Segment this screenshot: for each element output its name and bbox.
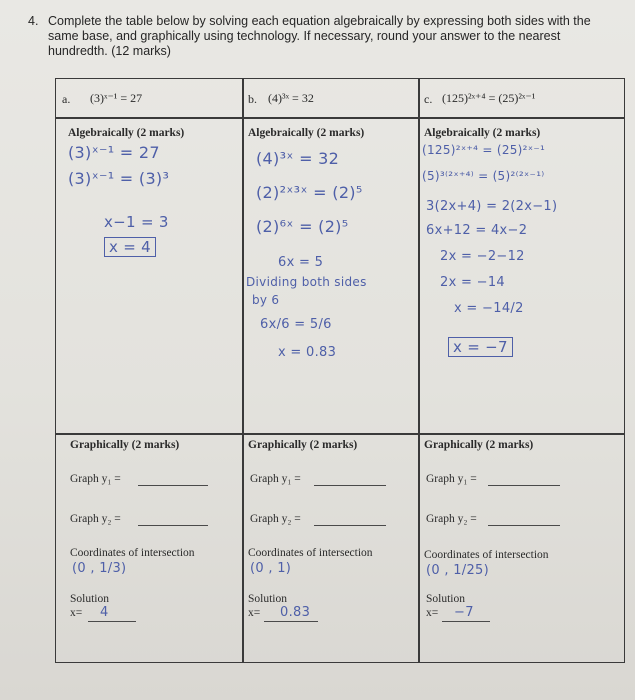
part-a-solution-blank [88, 621, 136, 622]
part-b-graph-y1-label: Graph y₁ = [250, 473, 301, 485]
part-b-algebraic-header: Algebraically (2 marks) [248, 127, 365, 139]
part-c-work-line-3: 3(2x+4) = 2(2x−1) [426, 199, 558, 214]
part-a-coords-value: (0 , 1/3) [72, 561, 127, 576]
part-a-graph-y2-blank[interactable] [138, 525, 208, 526]
part-c-label: c. [424, 92, 433, 106]
part-a-work-line-1: (3)ˣ⁻¹ = 27 [68, 143, 160, 162]
part-b-work-line-8: x = 0.83 [278, 345, 337, 360]
column-divider-2 [418, 79, 420, 662]
part-a-graph-y1-blank[interactable] [138, 485, 208, 486]
part-c-graph-y2-label: Graph y₂ = [426, 513, 477, 525]
part-b-coords-label: Coordinates of intersection [248, 547, 373, 559]
part-b-work-line-1: (4)³ˣ = 32 [256, 149, 340, 168]
part-a-label: a. [62, 92, 71, 106]
part-c-solution-blank [442, 621, 490, 622]
part-a-algebraic-header: Algebraically (2 marks) [68, 127, 185, 139]
question-number: 4. [28, 14, 39, 28]
part-c-graphic-header: Graphically (2 marks) [424, 439, 534, 451]
part-b-coords-value: (0 , 1) [250, 561, 292, 576]
part-b-solution-x: x= [248, 607, 261, 619]
part-a-work-line-2: (3)ˣ⁻¹ = (3)³ [68, 169, 170, 188]
part-a-solution-x: x= [70, 607, 83, 619]
part-a-boxed-answer: x = 4 [104, 237, 156, 257]
question-line-3: hundredth. (12 marks) [48, 44, 171, 58]
part-c-work-line-1: (125)²ˣ⁺⁴ = (25)²ˣ⁻¹ [422, 143, 546, 157]
part-b-solution-value: 0.83 [280, 605, 311, 620]
part-b-work-line-3: (2)⁶ˣ = (2)⁵ [256, 217, 349, 236]
part-a-solution-value: 4 [100, 605, 109, 620]
part-c-graph-y1-label: Graph y₁ = [426, 473, 477, 485]
question-line-2: same base, and graphically using technology. If necessary, round your answer to the nearest [48, 29, 561, 43]
part-a-graph-y1-label: Graph y₁ = [70, 473, 121, 485]
part-a-work-line-3: x−1 = 3 [104, 213, 169, 231]
part-b-solution-blank [264, 621, 318, 622]
question-line-1: Complete the table below by solving each equation algebraically by expressing both sides with the [48, 14, 591, 28]
part-b-solution-label: Solution [248, 593, 287, 605]
part-b-graph-y2-label: Graph y₂ = [250, 513, 301, 525]
part-a-graph-y2-label: Graph y₂ = [70, 513, 121, 525]
part-c-work-line-7: x = −14/2 [454, 301, 524, 316]
part-b-equation: (4)³ˣ = 32 [268, 91, 314, 105]
part-a-solution-label: Solution [70, 593, 109, 605]
part-c-solution-x: x= [426, 607, 439, 619]
part-b-graphic-header: Graphically (2 marks) [248, 439, 358, 451]
part-c-solution-value: −7 [454, 605, 474, 620]
row-divider-equations [56, 117, 624, 119]
part-b-work-line-5: Dividing both sides [246, 275, 367, 289]
row-divider-graphical [56, 433, 624, 435]
question-prompt [30, 14, 605, 59]
part-c-boxed-answer: x = −7 [448, 337, 513, 357]
part-b-work-line-7: 6x/6 = 5/6 [260, 317, 332, 332]
part-b-work-line-6: by 6 [252, 293, 280, 307]
part-c-work-line-5: 2x = −2−12 [440, 249, 525, 264]
part-c-coords-value: (0 , 1/25) [426, 563, 490, 578]
part-b-graph-y1-blank[interactable] [314, 485, 386, 486]
part-c-coords-label: Coordinates of intersection [424, 549, 549, 561]
part-c-work-line-2: (5)³⁽²ˣ⁺⁴⁾ = (5)²⁽²ˣ⁻¹⁾ [422, 169, 545, 183]
solution-table [55, 78, 625, 663]
part-b-label: b. [248, 92, 257, 106]
part-c-graph-y2-blank[interactable] [488, 525, 560, 526]
part-c-work-line-4: 6x+12 = 4x−2 [426, 223, 528, 238]
part-c-graph-y1-blank[interactable] [488, 485, 560, 486]
part-c-work-line-6: 2x = −14 [440, 275, 505, 290]
part-a-coords-label: Coordinates of intersection [70, 547, 195, 559]
part-b-work-line-2: (2)²ˣ³ˣ = (2)⁵ [256, 183, 363, 202]
part-b-work-line-4: 6x = 5 [278, 255, 324, 270]
part-a-equation: (3)ˣ⁻¹ = 27 [90, 91, 143, 105]
part-a-graphic-header: Graphically (2 marks) [70, 439, 180, 451]
part-c-equation: (125)²ˣ⁺⁴ = (25)²ˣ⁻¹ [442, 91, 536, 105]
part-b-graph-y2-blank[interactable] [314, 525, 386, 526]
column-divider-1 [242, 79, 244, 662]
part-c-algebraic-header: Algebraically (2 marks) [424, 127, 541, 139]
part-c-solution-label: Solution [426, 593, 465, 605]
